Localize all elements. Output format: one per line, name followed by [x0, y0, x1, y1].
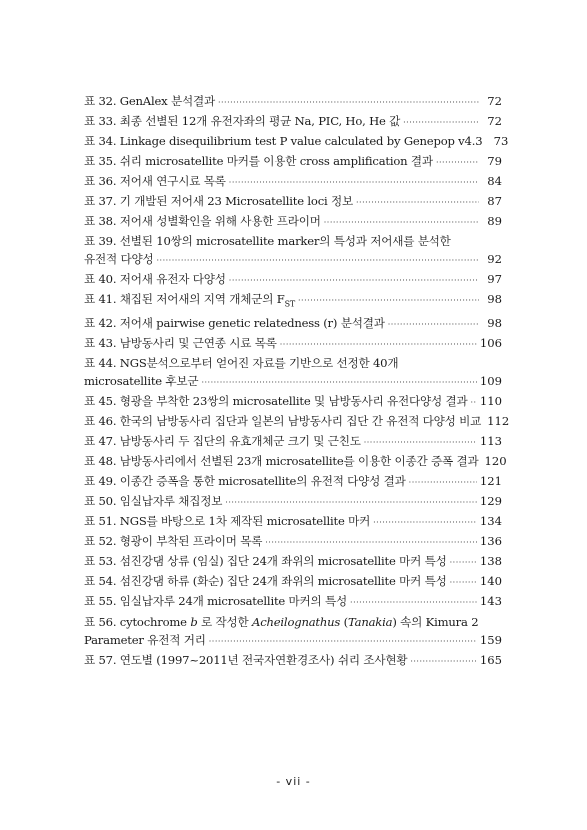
toc-entry-title-line — [84, 232, 502, 250]
toc-entry-page: 72 — [487, 94, 502, 108]
page-number: - vii - — [276, 775, 311, 788]
title-part: Parameter 유전적 거리 — [84, 632, 206, 647]
toc-entry-title-line — [84, 651, 502, 671]
title-part: 표 38. 저어새 성별확인을 위해 사용한 프라이머 — [84, 214, 321, 229]
title-part: 표 32. GenAlex 분석결과 — [84, 94, 215, 108]
toc-entry-title-line — [84, 132, 509, 152]
dot-leader — [265, 534, 477, 552]
toc-entry[interactable] — [84, 212, 502, 232]
toc-entry-title — [84, 172, 226, 190]
toc-entry-title-line — [84, 492, 502, 512]
dot-leader — [280, 336, 477, 354]
title-part: 로 작성한 — [197, 614, 253, 629]
dot-leader — [298, 292, 479, 310]
toc-entry[interactable] — [84, 572, 502, 592]
toc-entry-title-line — [84, 112, 502, 132]
toc-entry[interactable] — [84, 452, 507, 472]
toc-entry-title — [84, 372, 198, 390]
dot-leader — [201, 374, 476, 392]
toc-entry[interactable] — [84, 432, 502, 452]
toc-entry-title — [84, 192, 353, 210]
toc-entry[interactable] — [84, 472, 502, 492]
toc-entry-page: 92 — [487, 252, 502, 267]
toc-entry[interactable] — [84, 592, 502, 612]
title-part: 표 40. 저어새 유전자 다양성 — [84, 272, 226, 287]
toc-entry-title — [84, 432, 361, 450]
toc-entry-title — [84, 212, 321, 230]
title-part: 표 52. 형광이 부착된 프라이머 목록 — [84, 534, 263, 549]
dot-leader — [373, 514, 477, 532]
dot-leader — [156, 252, 479, 270]
toc-entry-title-continuation — [84, 372, 502, 392]
dot-leader — [410, 653, 477, 671]
toc-entry-title-line — [84, 452, 507, 472]
dot-leader — [225, 494, 477, 512]
toc-entry[interactable] — [84, 112, 502, 132]
toc-entry-title-line — [84, 334, 502, 354]
toc-entry-title-line — [84, 314, 502, 334]
toc-entry[interactable] — [84, 651, 502, 671]
toc-entry-title — [84, 472, 406, 490]
dot-leader — [364, 434, 477, 452]
toc-entry-page: 79 — [487, 154, 502, 169]
toc-entry-title-line — [84, 192, 502, 212]
dot-leader — [356, 194, 479, 212]
toc-entry-title — [84, 631, 206, 649]
toc-entry-page: 98 — [487, 292, 502, 307]
toc-entry-title-line — [84, 354, 502, 372]
toc-entry-title — [84, 512, 370, 530]
title-part: 표 46. 한국의 남방동사리 집단과 일본의 남방동사리 집단 간 유전적 다양성 비교 — [84, 414, 482, 429]
toc-entry[interactable] — [84, 392, 502, 412]
title-part: 표 36. 저어새 연구시료 목록 — [84, 174, 226, 189]
title-part: 표 54. 섬진강댐 하류 (화순) 집단 24개 좌위의 microsatellite 마커 특성 — [84, 574, 447, 589]
toc-entry[interactable] — [84, 172, 502, 192]
toc-entry-title — [84, 270, 226, 288]
toc-entry-page: 140 — [479, 574, 502, 589]
title-part: Tanakia — [347, 614, 393, 629]
title-part: 표 45. 형광을 부착한 23쌍의 microsatellite 및 남방동사리 유전다양성 결과 — [84, 394, 468, 409]
dot-leader — [450, 554, 477, 572]
toc-entry-title-line — [84, 270, 502, 290]
toc-entry[interactable] — [84, 354, 502, 392]
table-of-contents — [84, 92, 510, 671]
dot-leader — [403, 114, 479, 132]
toc-entry[interactable] — [84, 314, 502, 334]
toc-entry-title-line — [84, 572, 502, 592]
title-part: 표 53. 섬진강댐 상류 (임실) 집단 24개 좌위의 microsatellite 마커 특성 — [84, 554, 447, 569]
toc-entry-page: 165 — [479, 652, 502, 667]
dot-leader — [388, 316, 479, 334]
title-part: Acheilognathus — [252, 614, 341, 629]
toc-entry-title — [84, 392, 468, 410]
toc-entry-title-continuation — [84, 250, 502, 270]
toc-entry[interactable] — [84, 92, 502, 112]
toc-entry-page: 129 — [479, 494, 502, 509]
toc-entry[interactable] — [84, 492, 502, 512]
dot-leader — [450, 574, 477, 592]
toc-entry-page: 143 — [479, 594, 502, 609]
toc-entry[interactable] — [84, 412, 510, 432]
toc-entry-page: 110 — [479, 394, 502, 409]
toc-entry-page: 159 — [479, 632, 502, 647]
title-part: b — [190, 614, 198, 629]
toc-entry-page: 109 — [479, 373, 502, 388]
toc-entry-title — [84, 356, 398, 370]
toc-entry-title — [84, 132, 482, 150]
toc-entry[interactable] — [84, 192, 502, 212]
toc-entry-page: 106 — [479, 335, 502, 350]
title-part: 표 42. 저어새 pairwise genetic relatedness (r) 분석결과 — [84, 315, 385, 330]
toc-entry-title-line — [84, 172, 502, 192]
title-part: 표 50. 임실납자루 채집정보 — [84, 494, 223, 509]
toc-entry-page: 138 — [479, 554, 502, 569]
title-part: ST — [284, 299, 296, 309]
toc-entry-title — [84, 314, 385, 332]
title-part: 표 56. cytochrome — [84, 614, 191, 629]
toc-entry-page: 98 — [487, 315, 502, 330]
toc-entry-title-line — [84, 613, 502, 631]
toc-entry-page: 121 — [479, 474, 502, 489]
dot-leader — [209, 633, 477, 651]
dot-leader — [218, 94, 479, 112]
toc-entry-page: 97 — [487, 272, 502, 287]
toc-entry[interactable] — [84, 334, 502, 354]
title-part: 표 34. Linkage disequilibrium test P value calculated by Genepop v4.3 — [84, 134, 483, 149]
toc-entry-title — [84, 532, 262, 550]
toc-entry-page: 136 — [479, 534, 502, 549]
title-part: 표 48. 남방동사리에서 선별된 23개 microsatellite를 이용한 이종간 증폭 결과 — [84, 454, 479, 469]
toc-entry-title — [84, 615, 478, 629]
dot-leader — [229, 174, 479, 192]
toc-entry-page: 120 — [484, 454, 507, 469]
toc-entry-title-line — [84, 532, 502, 552]
toc-entry-page: 84 — [487, 174, 502, 189]
toc-entry[interactable] — [84, 152, 502, 172]
title-part: 표 33. 최종 선별된 12개 유전자좌의 평균 Na, PIC, Ho, He 값 — [84, 114, 401, 129]
toc-entry[interactable] — [84, 613, 502, 651]
title-part: microsatellite 후보군 — [84, 373, 199, 388]
toc-entry-title — [84, 152, 433, 170]
toc-entry[interactable] — [84, 132, 509, 152]
title-part: 표 51. NGS를 바탕으로 1차 제작된 microsatellite 마커 — [84, 514, 371, 529]
toc-entry-page: 89 — [487, 214, 502, 229]
toc-entry-page: 87 — [487, 194, 502, 209]
toc-entry-title — [84, 290, 295, 313]
title-part: 표 57. 연도별 (1997~2011년 전국자연환경조사) 쉬리 조사현황 — [84, 652, 408, 667]
toc-entry-title — [84, 572, 447, 590]
toc-entry-title — [84, 234, 451, 248]
toc-entry-title-line — [84, 412, 510, 432]
toc-entry-title-line — [84, 152, 502, 172]
toc-entry[interactable] — [84, 232, 502, 270]
toc-entry-title — [84, 492, 222, 510]
toc-entry-page: 113 — [479, 434, 502, 449]
title-part: 표 55. 임실납자루 24개 microsatellite 마커의 특성 — [84, 594, 348, 609]
toc-entry-title-line — [84, 290, 502, 313]
title-part: 표 44. NGS분석으로부터 얻어진 자료를 기반으로 선정한 40개 — [84, 355, 399, 370]
dot-leader — [324, 214, 479, 232]
title-part: 표 41. 채집된 저어새의 지역 개체군의 F — [84, 292, 285, 307]
title-part: 표 35. 쉬리 microsatellite 마커를 이용한 cross amplification 결과 — [84, 154, 433, 169]
toc-entry-page: 134 — [479, 514, 502, 529]
title-part: 표 39. 선별된 10쌍의 microsatellite marker의 특성과 저어새를 분석한 — [84, 234, 451, 249]
dot-leader — [409, 474, 477, 492]
toc-entry-page: 112 — [487, 414, 510, 429]
toc-entry-page: 72 — [487, 114, 502, 129]
toc-entry-title — [84, 334, 277, 352]
toc-entry-title-line — [84, 392, 502, 412]
dot-leader — [350, 594, 477, 612]
title-part: 표 37. 기 개발된 저어새 23 Microsatellite loci 정보 — [84, 194, 353, 209]
toc-entry[interactable] — [84, 552, 502, 572]
toc-entry-title-line — [84, 212, 502, 232]
toc-entry-title-line — [84, 472, 502, 492]
toc-entry[interactable] — [84, 290, 502, 313]
toc-entry-title-line — [84, 92, 502, 112]
title-part: 표 47. 남방동사리 두 집단의 유효개체군 크기 및 근친도 — [84, 434, 361, 449]
title-part: ) 속의 Kimura 2 — [392, 614, 479, 629]
toc-entry-title-line — [84, 552, 502, 572]
title-part: 표 43. 남방동사리 및 근연종 시료 목록 — [84, 335, 277, 350]
toc-entry-title-line — [84, 512, 502, 532]
toc-entry-title — [84, 592, 347, 610]
toc-entry-title-line — [84, 432, 502, 452]
toc-entry[interactable] — [84, 512, 502, 532]
dot-leader — [229, 272, 479, 290]
toc-entry[interactable] — [84, 532, 502, 552]
dot-leader — [436, 154, 479, 172]
title-part: 표 49. 이종간 증폭을 통한 microsatellite의 유전적 다양성 결과 — [84, 474, 406, 489]
toc-entry-title-line — [84, 592, 502, 612]
toc-entry[interactable] — [84, 270, 502, 290]
toc-entry-title — [84, 412, 481, 430]
toc-entry-title — [84, 452, 479, 470]
title-part: 유전적 다양성 — [84, 252, 154, 267]
dot-leader — [471, 394, 477, 412]
toc-entry-page: 73 — [493, 134, 509, 149]
toc-entry-title — [84, 112, 400, 130]
toc-entry-title-continuation — [84, 631, 502, 651]
toc-entry-title — [84, 552, 447, 570]
toc-entry-title — [84, 92, 215, 110]
toc-entry-title — [84, 651, 407, 669]
toc-entry-title — [84, 250, 153, 268]
title-part: ( — [340, 614, 348, 629]
